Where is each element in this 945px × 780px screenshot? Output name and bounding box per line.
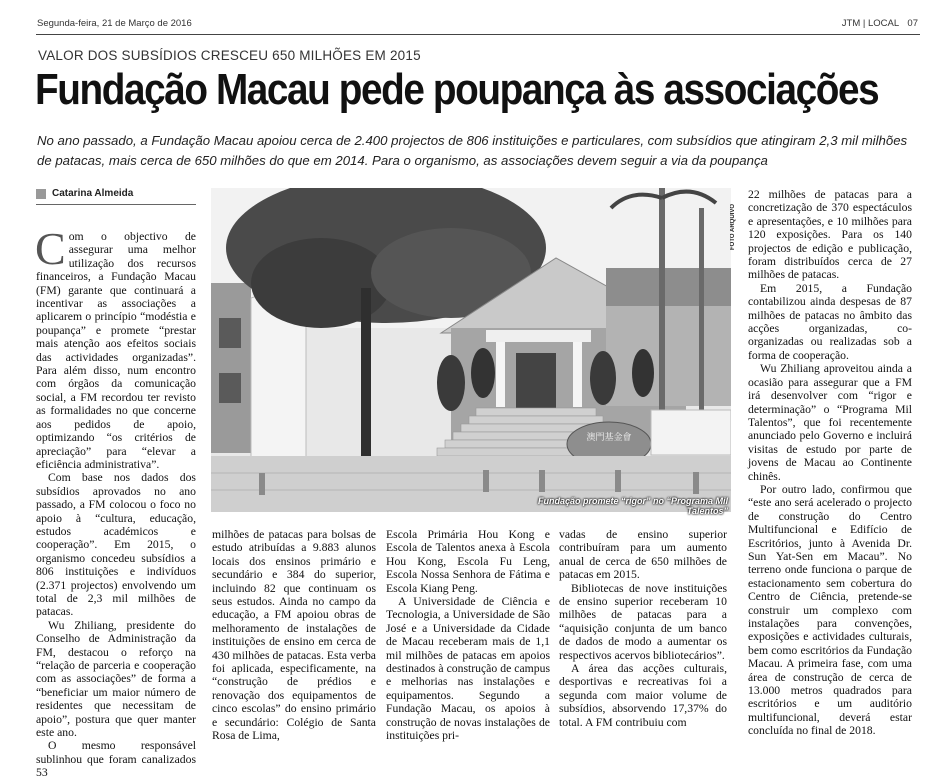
article-lead: No ano passado, a Fundação Macau apoiou cerca de 2.400 projectos de 806 instituições e particulares, com subsídios que atingiram 2,3 mil milhões de patacas, mais cerca de 650 milhões do que em 2014. Para o organismo, as associações devem seguir a via da poupança bbox=[37, 133, 908, 168]
article-headline: Fundação Macau pede poupança às associações bbox=[35, 65, 879, 114]
paragraph: vadas de ensino superior contribuíram para um aumento anual de cerca de 650 milhões de patacas em 2015. bbox=[559, 528, 727, 582]
article-column-2 bbox=[212, 528, 376, 743]
article-column-5 bbox=[748, 188, 912, 738]
paragraph-text: om o objectivo de assegurar uma melhor utilização dos recursos financeiros, a Fundação Macau (FM) garante que continuará a incentivar as associações a aplicarem o princípio “modéstia e poupança” e promete “prestar mais atenção aos efeitos sociais das actividades organizadas”. Para além disso, num encontro com órgãos da comunicação social, a FM recordou ter revisto as formalidades no que concerne aos pedidos de apoio, optimizando “os critérios de apreciação” para “elevar a eficiência administrativa”. bbox=[36, 230, 196, 471]
paragraph: milhões de patacas para bolsas de estudo atribuídas a 9.883 alunos locais dos ensinos primário e secundário e 384 do superior, incluindo 82 que continuam os seus estudos. Ainda no campo da educação, a FM apoiou obras de melhoramento de instalações de instituições de ensino em cerca de 430 milhões de patacas. Esta verba foi aplicada, especificamente, na “construção de prédios e renovação dos equipamentos de cinco escolas” do ensino primário e secundário: Colégio de Santa Rosa de Lima, bbox=[212, 528, 376, 743]
page-date: Segunda-feira, 21 de Março de 2016 bbox=[37, 18, 192, 29]
fundacao-macau-building-photo bbox=[211, 188, 731, 512]
paragraph: Com base nos dados dos subsídios aprovados no ano passado, a FM colocou o foco no apoio à “cultura, educação, estudos académicos e cooperação”. Em 2015, o organismo concedeu subsídios a 806 instituições e indivíduos (2.371 projectos) envolvendo um total de 2,3 mil milhões de patacas. bbox=[36, 471, 196, 619]
paragraph: Wu Zhiliang, presidente do Conselho de Administração da FM, destacou o reforço na “relação de parceria e cooperação com as associações” de forma a “beneficiar um maior número de residentes que necessitam de apoio”, postura que quer manter este ano. bbox=[36, 618, 196, 740]
article-kicker: VALOR DOS SUBSÍDIOS CRESCEU 650 MILHÕES EM 2015 bbox=[38, 48, 421, 63]
paragraph: Escola Primária Hou Kong e Escola de Talentos anexa à Escola Hou Kong, Escola Fu Leng, Escola Nossa Senhora de Fátima e Escola Kiang Peng. bbox=[386, 528, 550, 595]
byline bbox=[36, 188, 196, 199]
paragraph bbox=[35, 223, 196, 471]
article-column-4 bbox=[559, 528, 727, 729]
paragraph: Em 2015, a Fundação contabilizou ainda despesas de 87 milhões de patacas no âmbito das acções organizadas, co-organizadas ou realizadas sob a forma de cooperação. bbox=[748, 281, 912, 362]
paragraph: 22 milhões de patacas para a concretização de 370 espectáculos e apresentações, e 10 milhões para 120 exposições. Para os 140 projectos de edição e publicação, foram distribuídos cerca de 27 milhões de patacas. bbox=[748, 188, 912, 282]
photo-credit: FOTO ARQUIVO bbox=[730, 203, 736, 250]
section-label: JTM | LOCAL bbox=[841, 18, 899, 29]
paragraph: Bibliotecas de nove instituições de ensino superior receberam 10 milhões de patacas para a “aquisição conjunta de um banco de dados de modo a aumentar os respectivos acervos bibliotecários”. bbox=[559, 581, 727, 662]
paragraph: A área das acções culturais, desportivas e recreativas foi a segunda com maior volume de subsídios, absorvendo 17,37% do total. A FM contribuiu com bbox=[559, 662, 727, 729]
paragraph: A Universidade de Ciência e Tecnologia, a Universidade de São José e a Universidade da Cidade de Macau receberam mais de 1,1 mil milhões de patacas em apoios destinados à construção de campus e melhorias nas instalações e equipamentos. Segundo a Fundação Macau, os apoios à construção de novas instalações de instituições pri- bbox=[386, 595, 550, 743]
byline-author: Catarina Almeida bbox=[52, 188, 134, 199]
header-rule bbox=[36, 34, 920, 35]
paragraph: O mesmo responsável sublinhou que foram canalizados 53 bbox=[36, 739, 196, 780]
page-number: 07 bbox=[907, 18, 918, 29]
byline-rule bbox=[36, 204, 196, 205]
page-section-header bbox=[808, 18, 918, 29]
foundation-sign-text: 澳門基金會 bbox=[586, 433, 632, 443]
paragraph: Por outro lado, confirmou que “este ano será acelerado o projecto de construção do Centro Multifuncional e Edifício de Escritórios, junto à Avenida Dr. Sun Yat-Sen em Macau”. No terreno onde funciona o parque de estacionamento sem cobertura do Centro de Ciência, pretende-se construir um complexo com instalações para convenções, exposições e actividades culturais, bem como escritórios da Fundação Macau. A primeira fase, com uma área de construção de cerca de 13.000 metros quadrados para escritórios e um auditório multifuncional, deverá estar concluída no final de 2018. bbox=[748, 482, 912, 738]
article-column-1 bbox=[35, 223, 196, 780]
article-photo bbox=[211, 188, 731, 512]
article-column-3 bbox=[386, 528, 550, 743]
paragraph: Wu Zhiliang aproveitou ainda a ocasião para assegurar que a FM irá desenvolver com “rigor e determinação” o “Programa Mil Talentos”, que foi recentemente anunciado pelo Governo e incluirá visitas de estudo por parte de jovens de Macau ao Continente chinês. bbox=[748, 362, 912, 483]
byline-square-icon bbox=[36, 189, 46, 199]
photo-caption: Fundação promete “rigor” no “Programa Mil Talentos” bbox=[537, 496, 728, 516]
drop-cap: C bbox=[35, 223, 66, 274]
